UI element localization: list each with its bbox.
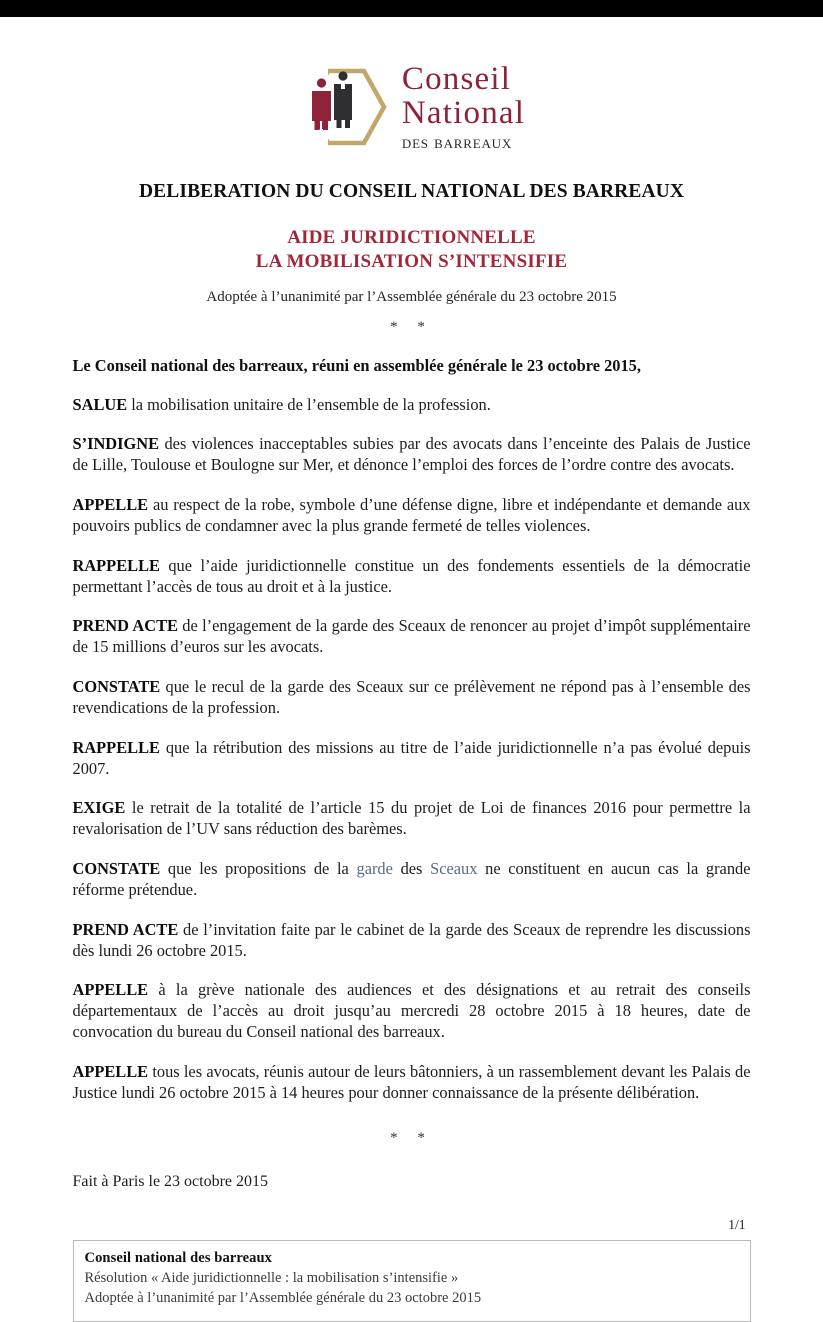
clause-paragraph — [73, 434, 751, 476]
clause-text: que l’aide juridictionnelle constitue un des fondements essentiels de la démocratie permettant l’accès de tous au droit et à la justice. — [72, 555, 751, 596]
clause-keyword: CONSTATE — [72, 859, 161, 879]
section-separator-top: * * — [390, 318, 433, 335]
clause-keyword: CONSTATE — [72, 677, 161, 697]
clause-keyword: APPELLE — [72, 495, 149, 515]
document-body — [73, 356, 751, 1233]
clause-keyword: PREND ACTE — [72, 616, 178, 636]
clause-text: le retrait de la totalité de l’article 15 du projet de Loi de finances 2016 pour permettre la revalorisation de l’UV sans réduction des barèmes. — [72, 798, 751, 839]
screenshot-top-bar — [0, 0, 823, 17]
clause-keyword: APPELLE — [72, 1061, 149, 1081]
subtitle-line-2: LA MOBILISATION S’INTENSIFIE — [255, 251, 568, 273]
clause-text: de l’engagement de la garde des Sceaux de renoncer au projet d’impôt supplémentaire de 15 millions d’euros sur les avocats. — [72, 616, 751, 657]
document-footer-box — [73, 1240, 751, 1322]
adoption-note: Adoptée à l’unanimité par l’Assemblée générale du 23 octobre 2015 — [206, 288, 617, 305]
clause-text: que les propositions de la — [160, 859, 357, 879]
clause-text: de l’invitation faite par le cabinet de la garde des Sceaux de reprendre les discussions dès lundi 26 octobre 2015. — [72, 919, 751, 960]
clause-keyword: RAPPELLE — [72, 555, 160, 575]
clause-paragraph — [73, 920, 751, 962]
clause-paragraph — [73, 980, 751, 1042]
clause-paragraph — [73, 859, 751, 901]
clause-text: à la grève nationale des audiences et des désignations et au retrait des conseils départementaux de l’accès au droit jusqu’au mercredi 28 octobre 2015 à 18 heures, date de convocation du bureau du Conseil national des barreaux. — [72, 980, 751, 1042]
signoff-line: Fait à Paris le 23 octobre 2015 — [72, 1172, 269, 1190]
clause-paragraph — [73, 798, 751, 840]
clause-keyword: APPELLE — [72, 980, 149, 1000]
clause-text: des violences inacceptables subies par des avocats dans l’enceinte des Palais de Justice de Lille, Toulouse et Boulogne sur Mer, et dénonce l’emploi des forces de l’ordre contre des avocats. — [72, 434, 751, 475]
clause-text-tinted: Sceaux — [430, 859, 478, 879]
clause-keyword: EXIGE — [72, 798, 126, 818]
cnb-emblem-icon — [298, 63, 394, 151]
document-subtitle — [0, 226, 823, 275]
clause-paragraph — [73, 1062, 751, 1104]
body-lead-paragraph: Le Conseil national des barreaux, réuni en assemblée générale le 23 octobre 2015, — [72, 355, 641, 375]
clause-text: que le recul de la garde des Sceaux sur ce prélèvement ne répond pas à l’ensemble des revendications de la profession. — [72, 677, 751, 717]
clause-paragraph — [73, 677, 751, 719]
clause-keyword: PREND ACTE — [72, 919, 179, 939]
clause-keyword: RAPPELLE — [72, 737, 160, 757]
clause-text-tinted: garde — [356, 859, 393, 879]
footer-resolution-line: Résolution « Aide juridictionnelle : la mobilisation s’intensifie » — [84, 1269, 459, 1286]
organization-logo — [0, 57, 823, 157]
subtitle-line-1: AIDE JURIDICTIONNELLE — [287, 227, 536, 248]
page-title: DELIBERATION DU CONSEIL NATIONAL DES BARREAUX — [138, 181, 684, 202]
clause-paragraph — [73, 395, 751, 416]
clause-keyword: S’INDIGNE — [72, 434, 160, 454]
document-page — [0, 57, 823, 1322]
logo-line-national: National — [401, 94, 526, 131]
clause-paragraph — [73, 556, 751, 598]
clause-paragraph — [73, 616, 751, 658]
clause-keyword: SALUE — [72, 394, 128, 414]
logo-line-conseil: Conseil — [401, 60, 512, 97]
logo-line-des-barreaux: des barreaux — [401, 132, 513, 153]
page-number: 1/1 — [728, 1216, 746, 1232]
section-separator-bottom: * * — [390, 1129, 433, 1146]
clause-paragraph — [73, 738, 751, 780]
footer-organization-name: Conseil national des barreaux — [84, 1249, 273, 1266]
clause-text: la mobilisation unitaire de l’ensemble de la profession. — [127, 394, 491, 414]
clause-paragraph — [73, 495, 751, 537]
clause-text: au respect de la robe, symbole d’une défense digne, libre et indépendante et demande aux pouvoirs publics de condamner avec la plus grande fermeté de telles violences. — [72, 495, 751, 535]
clause-text: que la rétribution des missions au titre de l’aide juridictionnelle n’a pas évolué depuis 2007. — [72, 737, 751, 778]
clause-text: ne constituent en aucun cas la grande réforme prétendue. — [72, 859, 751, 899]
footer-adoption-line: Adoptée à l’unanimité par l’Assemblée générale du 23 octobre 2015 — [84, 1289, 482, 1306]
clause-text: des — [392, 859, 431, 879]
clause-text: tous les avocats, réunis autour de leurs bâtonniers, à un rassemblement devant les Palais de Justice lundi 26 octobre 2015 à 14 heures pour donner connaissance de la présente délibération. — [72, 1061, 751, 1102]
